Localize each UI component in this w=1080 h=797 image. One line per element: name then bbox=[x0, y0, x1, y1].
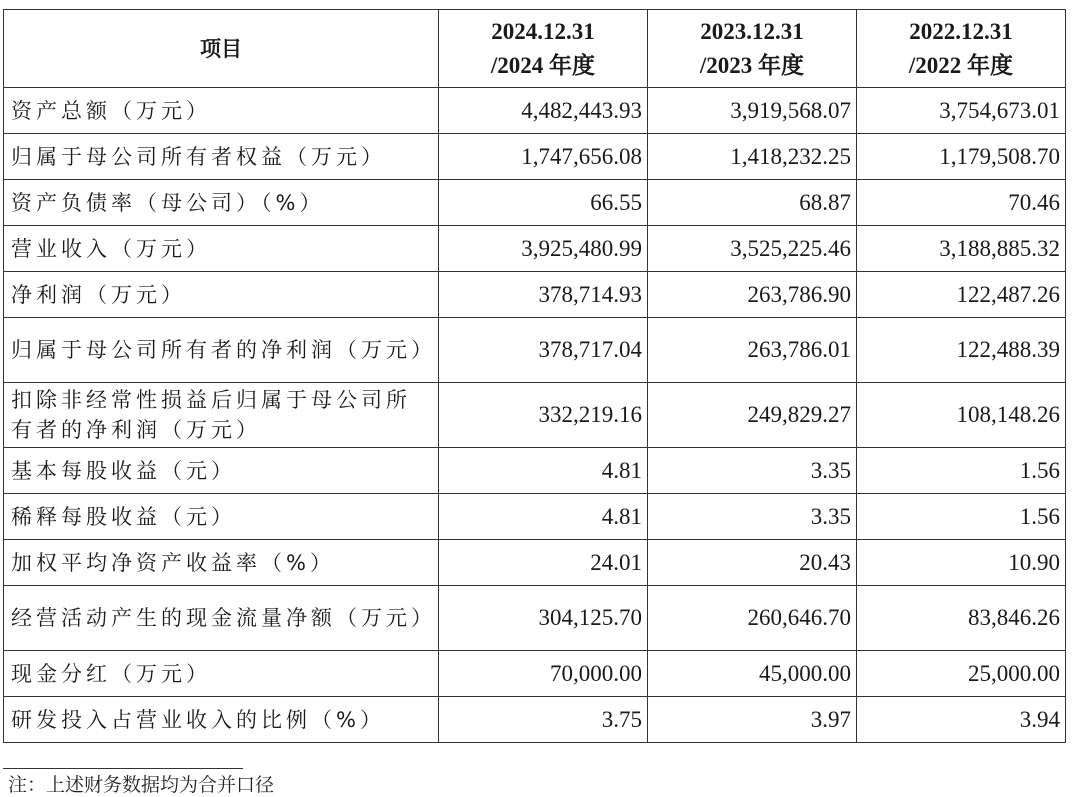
table-row bbox=[4, 448, 1066, 494]
table-row bbox=[4, 226, 1066, 272]
row-label: 资产总额（万元） bbox=[4, 88, 439, 134]
row-label: 归属于母公司所有者的净利润（万元） bbox=[4, 318, 439, 383]
value-2022: 70.46 bbox=[857, 180, 1066, 226]
value-2022: 108,148.26 bbox=[857, 383, 1066, 448]
header-row bbox=[4, 10, 1066, 88]
value-2023: 20.43 bbox=[648, 540, 857, 586]
value-2022: 3.94 bbox=[857, 697, 1066, 743]
value-2024: 4.81 bbox=[439, 448, 648, 494]
value-2024: 332,219.16 bbox=[439, 383, 648, 448]
header-2023-date: 2023.12.31 bbox=[700, 18, 804, 44]
table-row bbox=[4, 318, 1066, 383]
value-2022: 122,488.39 bbox=[857, 318, 1066, 383]
table-row bbox=[4, 586, 1066, 651]
value-2023: 45,000.00 bbox=[648, 651, 857, 697]
header-2024 bbox=[439, 10, 648, 88]
table-row bbox=[4, 134, 1066, 180]
value-2024: 378,717.04 bbox=[439, 318, 648, 383]
header-2023 bbox=[648, 10, 857, 88]
row-label: 扣除非经常性损益后归属于母公司所有者的净利润（万元） bbox=[4, 383, 439, 448]
footnote: 注：上述财务数据均为合并口径 bbox=[8, 774, 275, 796]
table-row bbox=[4, 180, 1066, 226]
value-2022: 3,754,673.01 bbox=[857, 88, 1066, 134]
value-2023: 3,525,225.46 bbox=[648, 226, 857, 272]
value-2024: 304,125.70 bbox=[439, 586, 648, 651]
table-row bbox=[4, 383, 1066, 448]
value-2023: 1,418,232.25 bbox=[648, 134, 857, 180]
value-2022: 1.56 bbox=[857, 494, 1066, 540]
value-2023: 3.35 bbox=[648, 448, 857, 494]
value-2023: 260,646.70 bbox=[648, 586, 857, 651]
table-row bbox=[4, 272, 1066, 318]
value-2024: 3,925,480.99 bbox=[439, 226, 648, 272]
value-2023: 68.87 bbox=[648, 180, 857, 226]
row-label: 研发投入占营业收入的比例（%） bbox=[4, 697, 439, 743]
value-2024: 3.75 bbox=[439, 697, 648, 743]
row-label: 加权平均净资产收益率（%） bbox=[4, 540, 439, 586]
table-row bbox=[4, 651, 1066, 697]
value-2023: 263,786.90 bbox=[648, 272, 857, 318]
header-item: 项目 bbox=[4, 10, 439, 88]
row-label: 基本每股收益（元） bbox=[4, 448, 439, 494]
row-label: 资产负债率（母公司）（%） bbox=[4, 180, 439, 226]
footnote-divider bbox=[3, 768, 243, 769]
table-row bbox=[4, 540, 1066, 586]
value-2023: 3.35 bbox=[648, 494, 857, 540]
row-label: 稀释每股收益（元） bbox=[4, 494, 439, 540]
value-2022: 1,179,508.70 bbox=[857, 134, 1066, 180]
header-2022 bbox=[857, 10, 1066, 88]
table-row bbox=[4, 88, 1066, 134]
value-2022: 1.56 bbox=[857, 448, 1066, 494]
value-2024: 66.55 bbox=[439, 180, 648, 226]
row-label: 净利润（万元） bbox=[4, 272, 439, 318]
value-2024: 4,482,443.93 bbox=[439, 88, 648, 134]
value-2022: 3,188,885.32 bbox=[857, 226, 1066, 272]
row-label: 归属于母公司所有者权益（万元） bbox=[4, 134, 439, 180]
header-2024-period: /2024 年度 bbox=[490, 52, 596, 78]
value-2024: 378,714.93 bbox=[439, 272, 648, 318]
value-2024: 1,747,656.08 bbox=[439, 134, 648, 180]
value-2023: 263,786.01 bbox=[648, 318, 857, 383]
value-2024: 4.81 bbox=[439, 494, 648, 540]
value-2023: 249,829.27 bbox=[648, 383, 857, 448]
header-2024-date: 2024.12.31 bbox=[491, 18, 595, 44]
value-2022: 122,487.26 bbox=[857, 272, 1066, 318]
value-2023: 3,919,568.07 bbox=[648, 88, 857, 134]
row-label: 营业收入（万元） bbox=[4, 226, 439, 272]
value-2024: 24.01 bbox=[439, 540, 648, 586]
financial-data-table bbox=[3, 9, 1066, 743]
table-row bbox=[4, 494, 1066, 540]
value-2023: 3.97 bbox=[648, 697, 857, 743]
value-2022: 10.90 bbox=[857, 540, 1066, 586]
value-2022: 83,846.26 bbox=[857, 586, 1066, 651]
value-2022: 25,000.00 bbox=[857, 651, 1066, 697]
table-row bbox=[4, 697, 1066, 743]
header-2022-period: /2022 年度 bbox=[908, 52, 1014, 78]
row-label: 经营活动产生的现金流量净额（万元） bbox=[4, 586, 439, 651]
row-label: 现金分红（万元） bbox=[4, 651, 439, 697]
value-2024: 70,000.00 bbox=[439, 651, 648, 697]
header-2022-date: 2022.12.31 bbox=[909, 18, 1013, 44]
header-2023-period: /2023 年度 bbox=[699, 52, 805, 78]
